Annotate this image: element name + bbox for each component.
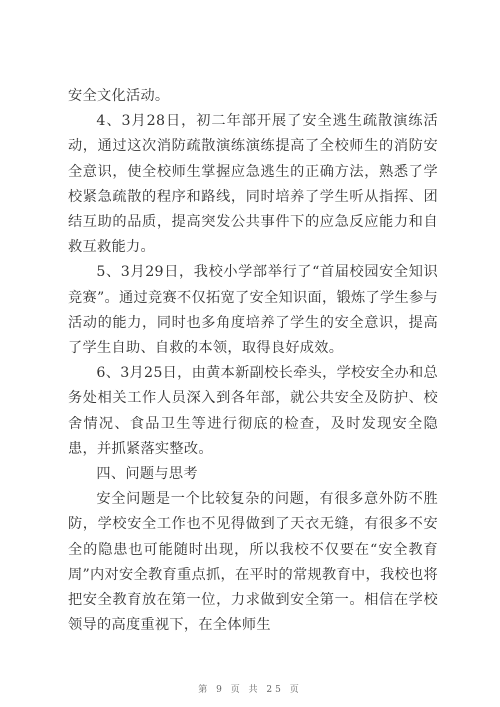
paragraph-closing-fragment: 安全文化活动。 (68, 88, 170, 104)
paragraph-problems: 安全问题是一个比较复杂的问题，有很多意外防不胜防，学校安全工作也不见得做到了天衣无缝，有很多不安全的隐患也可能随时出现，所以我校不仅要在“安全教育周”内对安全教育重点抓，在平时的常规教育中，我校也将把安全教育放在第一位，力求做到安全第一。相信在学校领导的高度重视下，在全体师生 (68, 491, 438, 634)
paragraph-item-6: 6、3月25日，由黄本新副校长牵头，学校安全办和总务处相关工作人员深入到各年部，就公共安全及防护、校舍情况、食品卫生等进行彻底的检查，及时发现安全隐患，并抓紧落实整改。 (68, 365, 438, 457)
paragraph-item-4: 4、3月28日，初二年部开展了安全逃生疏散演练活动，通过这次消防疏散演练演练提高了全校师生的消防安全意识，使全校师生掌握应急逃生的正确方法，熟悉了学校紧急疏散的程序和路线，同时培养了学生听从指挥、团结互助的品质，提高突发公共事件下的应急反应能力和自救互救能力。 (68, 113, 438, 256)
section-heading: 四、问题与思考 (96, 466, 198, 483)
document-body (68, 84, 438, 638)
paragraph-item-5: 5、3月29日，我校小学部举行了“首届校园安全知识竞赛”。通过竞赛不仅拓宽了安全知识面，锻炼了学生参与活动的能力，同时也多角度培养了学生的安全意识，提高了学生自助、自救的本领，取得良好成效。 (68, 264, 438, 357)
page-number-footer: 第 9 页 共 25 页 (198, 685, 302, 695)
